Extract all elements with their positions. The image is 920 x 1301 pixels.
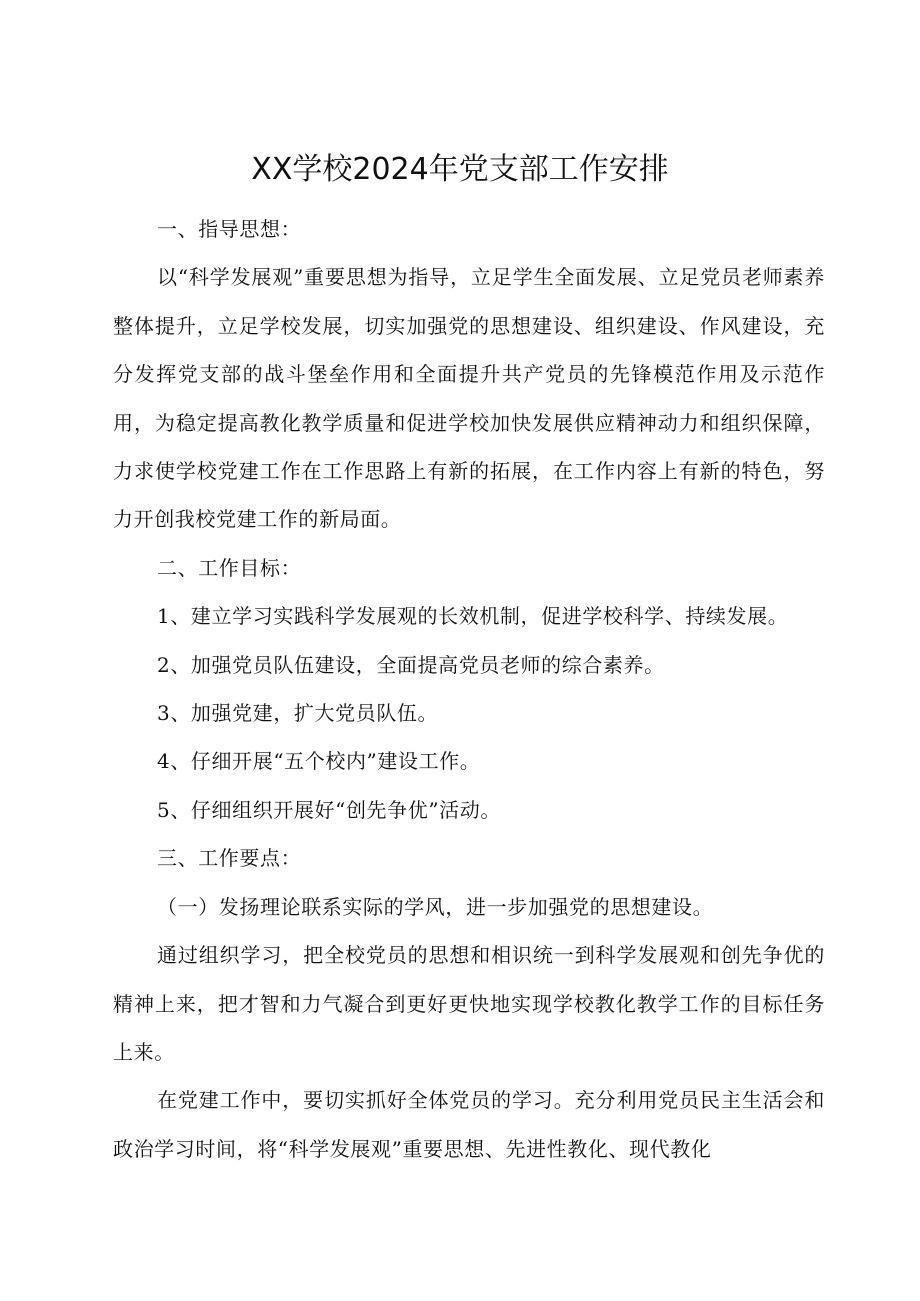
section-heading-work-goals: 二、工作目标：	[157, 555, 302, 580]
goal-item-4: 4、仔细开展“五个校内”建设工作。	[157, 749, 481, 774]
paragraph-guiding-ideology: 以“科学发展观”重要思想为指导，立足学生全面发展、立足党员老师素养整体提升，立足学校发展，切实加强党的思想建设、组织建设、作风建设，充分发挥党支部的战斗堡垒作用和全面提升共产党员的先锋模范作用及示范作用，为稳定提高教化教学质量和促进学校加快发展供应精神动力和组织保障，力求使学校党建工作在工作思路上有新的拓展，在工作内容上有新的特色，努力开创我校党建工作的新局面。	[113, 265, 825, 532]
subsection-heading-1: （一）发扬理论联系实际的学风，进一步加强党的思想建设。	[157, 894, 714, 919]
document-body	[113, 205, 825, 1173]
document-title: XX学校2024年党支部工作安排	[251, 152, 669, 187]
section-heading-work-points: 三、工作要点：	[157, 846, 302, 871]
paragraph-party-study: 在党建工作中，要切实抓好全体党员的学习。充分利用党员民主生活会和政治学习时间，将“科学发展观”重要思想、先进性教化、现代教化	[113, 1088, 825, 1161]
paragraph-organize-study: 通过组织学习，把全校党员的思想和相识统一到科学发展观和创先争优的精神上来，把才智和力气凝合到更好更快地实现学校教化教学工作的目标任务上来。	[113, 943, 825, 1064]
goal-item-1: 1、建立学习实践科学发展观的长效机制，促进学校科学、持续发展。	[157, 604, 789, 629]
section-heading-guiding-ideology: 一、指导思想：	[157, 217, 302, 241]
goal-item-5: 5、仔细组织开展好“创先争优”活动。	[157, 797, 501, 822]
goal-item-3: 3、加强党建，扩大党员队伍。	[157, 701, 439, 726]
goal-item-2: 2、加强党员队伍建设，全面提高党员老师的综合素养。	[157, 652, 665, 677]
